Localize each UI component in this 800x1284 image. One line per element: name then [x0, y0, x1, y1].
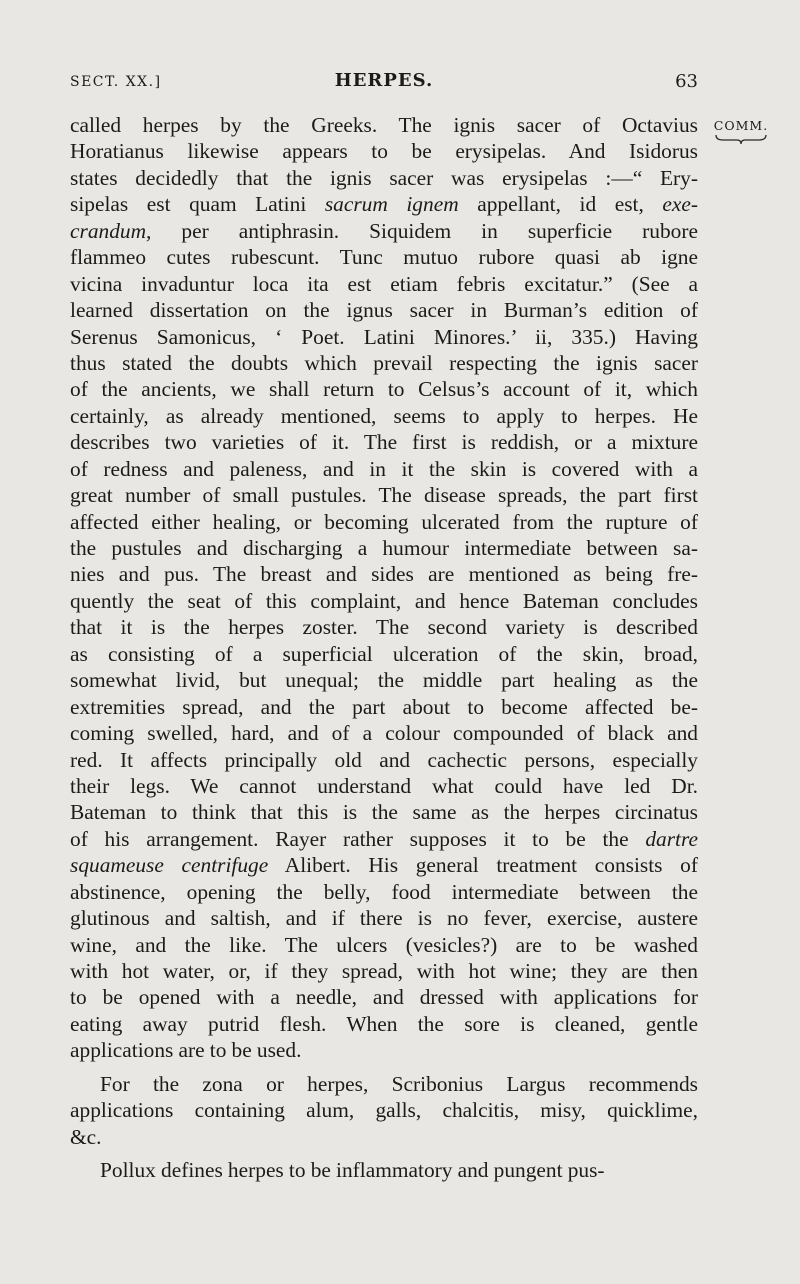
text-segment: Pollux defines herpes to be inflammatory and pungent pus- — [100, 1158, 605, 1183]
text-segment: vicina invaduntur loca ita est etiam febris excitatur.” (See a — [70, 271, 698, 296]
text-segment: Bateman to think that this is the same as the herpes circinatus — [70, 800, 698, 825]
text-segment: quently the seat of this complaint, and hence Bateman concludes — [70, 588, 698, 613]
text-line — [70, 482, 698, 508]
text-segment: their legs. We cannot understand what could have led Dr. — [70, 773, 698, 798]
text-line — [70, 905, 698, 931]
text-line — [70, 429, 698, 455]
paragraph — [70, 1071, 698, 1150]
text-line — [70, 218, 698, 244]
text-segment: red. It affects principally old and cachectic persons, especially — [70, 747, 698, 772]
italic-text: dartre — [645, 826, 698, 851]
text-segment: coming swelled, hard, and of a colour compounded of black and — [70, 721, 698, 746]
text-segment: somewhat livid, but unequal; the middle part healing as the — [70, 668, 698, 693]
text-line — [70, 403, 698, 429]
text-line — [70, 641, 698, 667]
running-header — [70, 70, 698, 96]
text-segment: abstinence, opening the belly, food intermediate between the — [70, 879, 698, 904]
italic-text: exe- — [662, 192, 698, 217]
text-segment: &c. — [70, 1124, 102, 1149]
running-title: HERPES. — [334, 70, 434, 91]
text-segment: of redness and paleness, and in it the skin is covered with a — [70, 456, 698, 481]
text-line — [70, 244, 698, 270]
paragraph — [70, 1157, 698, 1183]
text-line — [70, 191, 698, 217]
text-segment: per antiphrasin. Siquidem in superficie rubore — [151, 218, 698, 243]
paragraph-gap — [70, 1064, 698, 1071]
text-segment: certainly, as already mentioned, seems to apply to herpes. He — [70, 403, 698, 428]
text-segment: applications are to be used. — [70, 1038, 302, 1063]
text-segment: that it is the herpes zoster. The second variety is described — [70, 615, 698, 640]
text-line — [70, 588, 698, 614]
text-line — [70, 1124, 698, 1150]
text-segment: to be opened with a needle, and dressed with applications for — [70, 985, 698, 1010]
italic-text: crandum, — [70, 218, 152, 243]
text-segment: applications containing alum, galls, chalcitis, misy, quicklime, — [70, 1098, 698, 1123]
text-segment: wine, and the like. The ulcers (vesicles?) are to be washed — [70, 932, 698, 957]
paragraph-gap — [70, 1150, 698, 1157]
text-line — [70, 271, 698, 297]
text-segment: with hot water, or, if they spread, with hot wine; they are then — [70, 959, 698, 983]
text-line — [70, 1097, 698, 1123]
text-line — [70, 561, 698, 587]
text-segment: For the zona or herpes, Scribonius Largus recommends — [100, 1071, 698, 1096]
text-line — [70, 456, 698, 482]
text-line — [70, 984, 698, 1010]
text-line — [70, 879, 698, 905]
section-label: SECT. XX.] — [70, 74, 162, 90]
text-segment: appellant, id est, — [458, 192, 663, 217]
text-line — [70, 376, 698, 402]
text-segment: Horatianus likewise appears to be erysipelas. And Isidorus — [70, 139, 698, 164]
text-line — [70, 1157, 698, 1183]
text-segment: Serenus Samonicus, ‘ Poet. Latini Minores.’ ii, 335.) Having — [70, 324, 698, 349]
text-segment: of his arrangement. Rayer rather supposes it to be the — [70, 826, 646, 851]
text-segment: nies and pus. The breast and sides are mentioned as being fre- — [70, 562, 698, 587]
text-line — [70, 773, 698, 799]
text-line — [70, 667, 698, 693]
text-line — [70, 165, 698, 191]
text-line — [70, 1011, 698, 1037]
margin-note — [706, 118, 776, 145]
brace-icon — [715, 133, 767, 145]
text-segment: states decidedly that the ignis sacer was erysipelas :—“ Ery- — [70, 165, 698, 190]
text-line — [70, 747, 698, 773]
text-line — [70, 694, 698, 720]
text-line — [70, 509, 698, 535]
text-line — [70, 535, 698, 561]
text-segment: glutinous and saltish, and if there is no fever, exercise, austere — [70, 906, 698, 931]
margin-note-label: COMM. — [713, 118, 769, 133]
text-segment: learned dissertation on the ignus sacer in Burman’s edition of — [70, 298, 698, 323]
text-line — [70, 324, 698, 350]
text-segment: as consisting of a superficial ulceration of the skin, broad, — [70, 641, 698, 666]
text-segment: sipelas est quam Latini — [70, 192, 325, 217]
text-segment: called herpes by the Greeks. The ignis sacer of Octavius — [70, 113, 698, 137]
text-segment: of the ancients, we shall return to Celsus’s account of it, which — [70, 377, 698, 402]
text-line — [70, 1071, 698, 1097]
text-segment: Alibert. His general treatment consists of — [268, 853, 698, 878]
text-line — [70, 932, 698, 958]
text-segment: extremities spread, and the part about to become affected be- — [70, 694, 698, 719]
body-text — [70, 112, 698, 1184]
text-segment: flammeo cutes rubescunt. Tunc mutuo rubore quasi ab igne — [70, 245, 698, 270]
italic-text: sacrum ignem — [324, 192, 459, 217]
text-segment: eating away putrid flesh. When the sore is cleaned, gentle — [70, 1011, 698, 1036]
page-number: 63 — [675, 71, 698, 92]
text-line — [70, 297, 698, 323]
paragraph — [70, 112, 698, 1064]
text-line — [70, 1037, 698, 1063]
text-segment: thus stated the doubts which prevail respecting the ignis sacer — [70, 350, 698, 375]
text-line — [70, 350, 698, 376]
text-line — [70, 958, 698, 984]
text-segment: great number of small pustules. The disease spreads, the part first — [70, 483, 698, 508]
text-segment: the pustules and discharging a humour intermediate between sa- — [70, 536, 698, 560]
text-segment: affected either healing, or becoming ulcerated from the rupture of — [70, 509, 698, 534]
text-segment: describes two varieties of it. The first is reddish, or a mixture — [70, 430, 698, 455]
text-line — [70, 799, 698, 825]
text-line — [70, 138, 698, 164]
text-line — [70, 720, 698, 746]
text-line — [70, 614, 698, 640]
text-line — [70, 826, 698, 852]
text-line — [70, 852, 698, 878]
text-line — [70, 112, 698, 138]
italic-text: squameuse centrifuge — [70, 853, 269, 878]
